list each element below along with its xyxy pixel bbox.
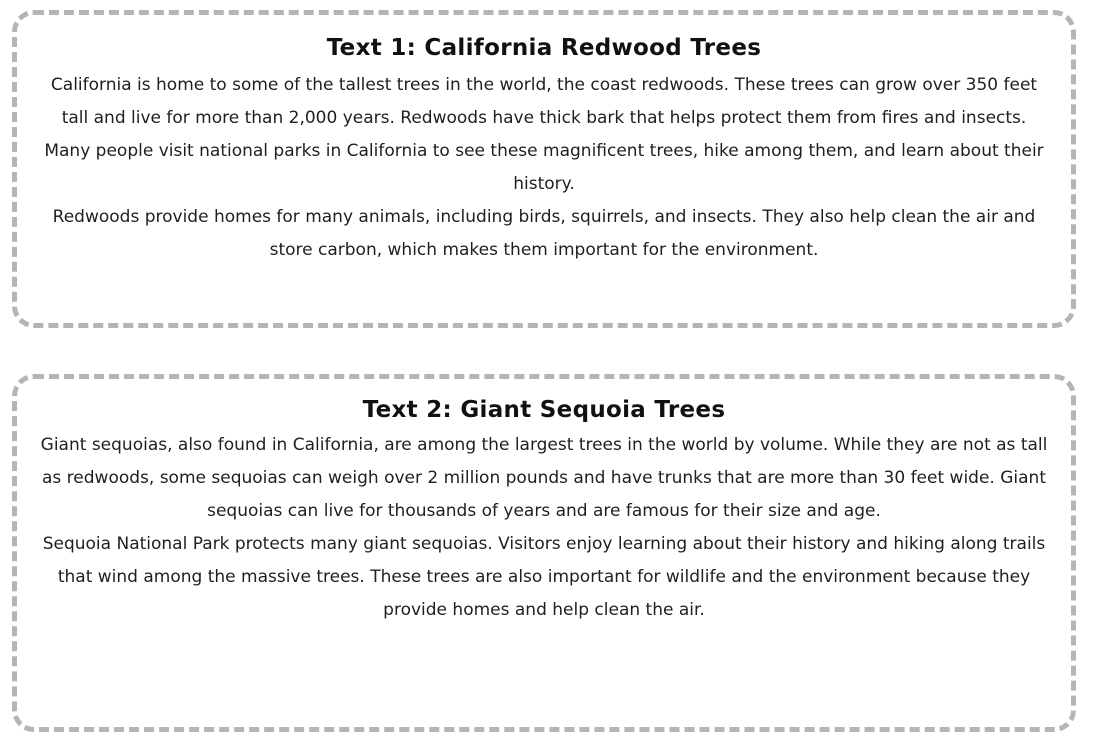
passage-box-redwood <box>12 10 1076 328</box>
passage-paragraph: California is home to some of the tallest trees in the world, the coast redwoods. These trees can grow over 350 feet tall and live for more than 2,000 years. Redwoods have thick bark that helps protect them from fires and insects. Many people visit national parks in California to see these magnificent trees, hike among them, and learn about their history. <box>44 75 1044 194</box>
passage-title: Text 1: California Redwood Trees <box>326 35 762 61</box>
passage-paragraph: Giant sequoias, also found in California, are among the largest trees in the world by volume. While they are not as tall as redwoods, some sequoias can weigh over 2 million pounds and have trunks that are more than 30 feet wide. Giant sequoias can live for thousands of years and are famous for their size and age. <box>40 435 1048 521</box>
passage-box-sequoia <box>12 374 1076 732</box>
passage-title: Text 2: Giant Sequoia Trees <box>362 397 726 423</box>
passage-paragraph: Redwoods provide homes for many animals, including birds, squirrels, and insects. They also help clean the air and store carbon, which makes them important for the environment. <box>52 207 1036 260</box>
passage-paragraph: Sequoia National Park protects many giant sequoias. Visitors enjoy learning about their history and hiking along trails that wind among the massive trees. These trees are also important for wildlife and the environment because they provide homes and help clean the air. <box>42 534 1046 620</box>
